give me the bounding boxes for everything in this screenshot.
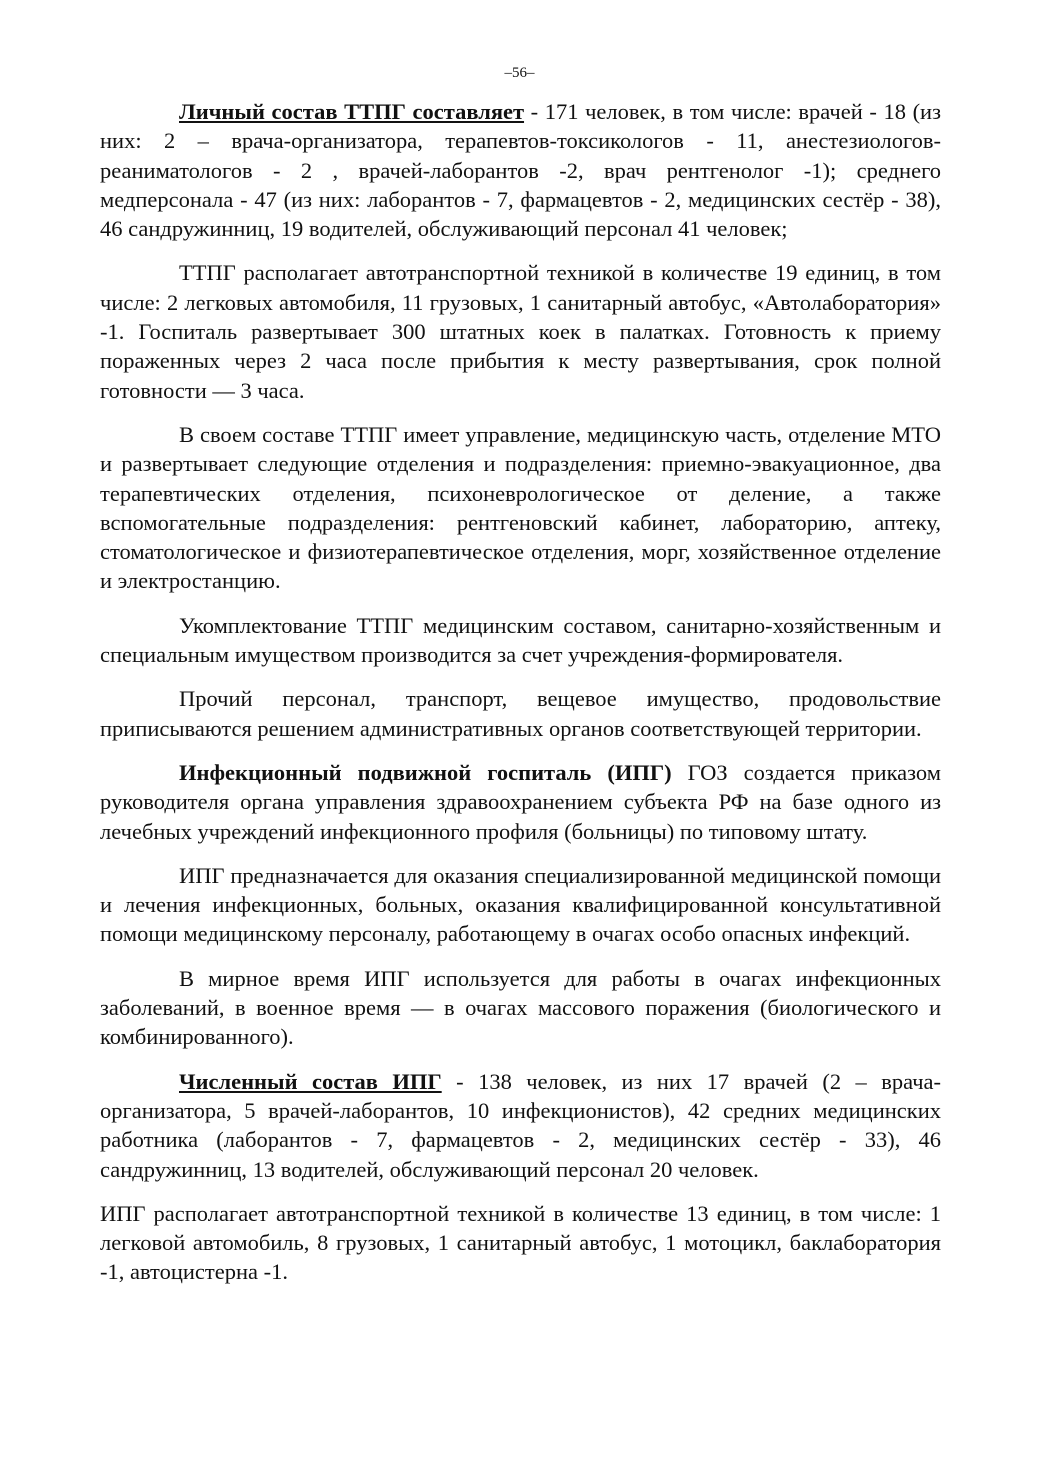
paragraph-lead-ipg: Инфекционный подвижной госпиталь (ИПГ) (179, 759, 672, 785)
paragraph-ipg-definition (100, 758, 941, 846)
paragraph-ipg-purpose (100, 861, 941, 949)
paragraph-text: ИПГ предназначается для оказания специализированной медицинской помощи и лечения инфекционных, больных, оказания квалифицированной консультативной помощи медицинскому персоналу, работающему в очагах особо опасных инфекций. (100, 862, 941, 947)
paragraph-ttpg-staff (100, 97, 941, 243)
paragraph-lead-ipg-staff: Численный состав ИПГ (179, 1068, 442, 1094)
paragraph-text: ГОЗ создается приказом руководителя органа управления здравоохранением субъекта РФ на базе одного из лечебных учреждений инфекционного профиля (больницы) по типовому штату. (100, 759, 941, 844)
paragraph-text: ТТПГ располагает автотранспортной техникой в количестве 19 единиц, в том числе: 2 легковых автомобиля, 11 грузовых, 1 санитарный автобус, «Автолаборатория» -1. Госпиталь развертывает 300 штатных коек в палатках. Готовность к приему пораженных через 2 часа после прибытия к месту развертывания, срок полной готовности — 3 часа. (100, 260, 941, 403)
paragraph-ttpg-transport (100, 258, 941, 404)
paragraph-ttpg-structure (100, 420, 941, 596)
paragraph-text: Прочий персонал, транспорт, вещевое имущество, продовольствие приписываются решением административных органов соответствующей территории. (100, 686, 941, 741)
paragraph-ipg-staff (100, 1067, 941, 1184)
paragraph-text: В своем составе ТТПГ имеет управление, медицинскую часть, отделение МТО и развертывает следующие отделения и подразделения: приемно-эвакуационное, два терапевтических отделения, психоневрологическое от деление, а также вспомогательные подразделения: рентгеновский кабинет, лабораторию, аптеку, стоматологическое и физиотерапевтическое отделения, морг, хозяйственное отделение и электростанцию. (100, 421, 941, 594)
paragraph-ttpg-staffing (100, 611, 941, 670)
paragraph-text: - 138 человек, из них 17 врачей (2 – врача-организатора, 5 врачей-лаборантов, 10 инфекционистов), 42 средних медицинских работника (лаборантов - 7, фармацевтов - 2, медицинских сестёр - 33), 46 сандружинниц, 13 водителей, обслуживающий персонал 20 человек. (100, 1068, 941, 1182)
paragraph-text: Укомплектование ТТПГ медицинским составом, санитарно-хозяйственным и специальным имуществом производится за счет учреждения-формирователя. (100, 612, 941, 668)
page-number: –56– (504, 65, 535, 81)
paragraph-text: В мирное время ИПГ используется для работы в очагах инфекционных заболеваний, в военное время — в очагах массового поражения (биологического и комбинированного). (100, 965, 941, 1050)
document-body (100, 97, 941, 1302)
paragraph-ipg-usage (100, 964, 941, 1052)
paragraph-lead-ttpg-staff: Личный состав ТТПГ составляет (179, 99, 525, 124)
paragraph-text: ИПГ располагает автотранспортной техникой в количестве 13 единиц, в том числе: 1 легковой автомобиль, 8 грузовых, 1 санитарный автобус, 1 мотоцикл, баклаборатория -1, автоцистерна -1. (100, 1200, 941, 1285)
paragraph-text: - 171 человек, в том числе: врачей - 18 (из них: 2 – врача-организатора, терапевтов-токсикологов - 11, анестезиологов-реаниматологов - 2 , врачей-лаборантов -2, врач рентгенолог -1); среднего медперсонала - 47 (из них: лаборантов - 7, фармацевтов - 2, медицинских сестёр - 38), 46 сандружинниц, 19 водителей, обслуживающий персонал 41 человек; (100, 99, 941, 242)
paragraph-other-personnel (100, 684, 941, 743)
paragraph-ipg-transport (100, 1199, 941, 1287)
